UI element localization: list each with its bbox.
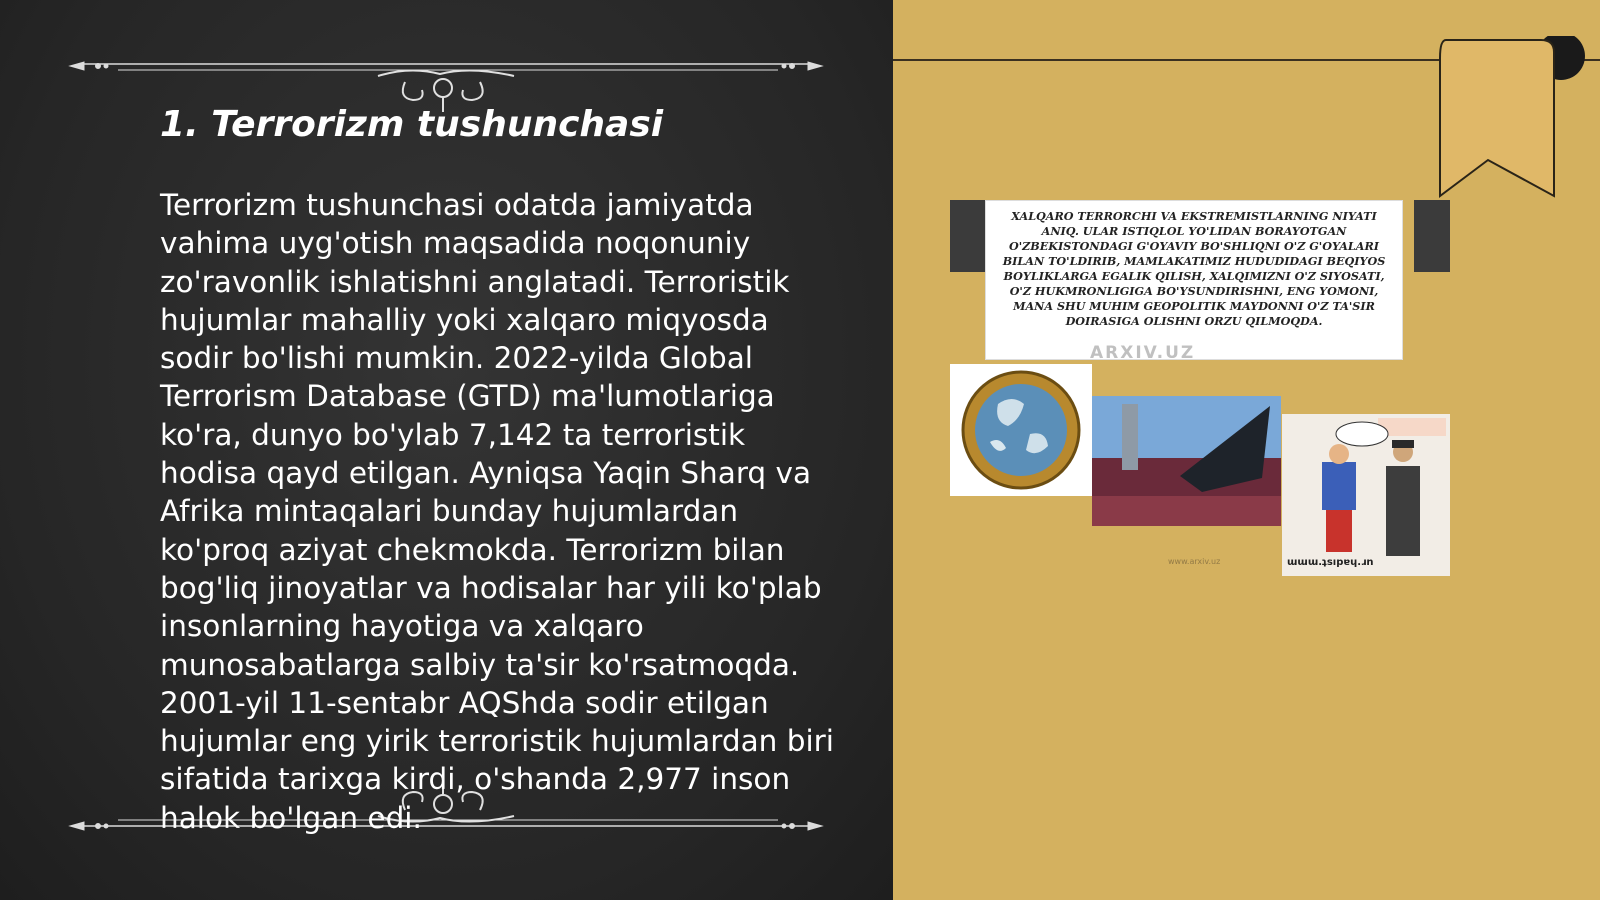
top-border-line — [70, 62, 822, 70]
dark-tab-left — [950, 200, 986, 272]
cartoon-image — [1282, 414, 1450, 576]
slide-title: 1. Terrorizm tushunchasi — [160, 104, 664, 145]
dark-tab-right — [1414, 200, 1450, 272]
bookmark-ribbon-icon — [1436, 36, 1591, 201]
monument-photo — [1092, 396, 1281, 526]
watermark-text: ARXIV.UZ — [1090, 343, 1196, 363]
cartoon-credit: ɯɯɯ.ʇsıpɐɥ.ɹn — [1287, 557, 1374, 568]
faint-caption: www.arxiv.uz — [1168, 557, 1221, 566]
globe-image — [950, 364, 1092, 496]
quote-card: XALQARO TERRORCHI VA EKSTREMISTLARNING NIYATI ANIQ. ULAR ISTIQLOL YO'LIDAN BORAYOTGAN O'ZBEKISTONDAGI G'OYAVIY BO'SHLIQNI O'Z G'OYALARI BILAN TO'LDIRIB, MAMLAKATIMIZ HUDUDIDAGI BEQIYOS BOYLIKLARGA EGALIK QILISH, XALQIMIZNI O'Z SIYOSATI, O'Z HUKMRONLIGIGA BO'YSUNDIRISHNI, ENG YOMONI, MANA SHU MUHIM GEOPOLITIK MAYDONNI O'Z TA'SIR DOIRASIGA OLISHNI ORZU QILMOQDA. — [985, 200, 1403, 360]
slide-body-text: Terrorizm tushunchasi odatda jamiyatda vahima uyg'otish maqsadida noqonuniy zo'ravonlik ishlatishni anglatadi. Terroristik hujumlar mahalliy yoki xalqaro miqyosda sodir bo'lishi mumkin. 2022-yilda Global Terrorism Database (GTD) ma'lumotlariga ko'ra, dunyo bo'ylab 7,142 ta terroristik hodisa qayd etilgan. Ayniqsa Yaqin Sharq va Afrika mintaqalari bunday hujumlardan ko'proq aziyat chekmokda. Terrorizm bilan bog'liq jinoyatlar va hodisalar har yili ko'plab insonlarning hayotiga va xalqaro munosabatlarga salbiy ta'sir ko'rsatmoqda. 2001-yil 11-sentabr AQShda sodir etilgan hujumlar eng yirik terroristik hujumlardan biri sifatida tarixga kirdi, o'shanda 2,977 inson halok bo'lgan edi. — [160, 188, 834, 835]
